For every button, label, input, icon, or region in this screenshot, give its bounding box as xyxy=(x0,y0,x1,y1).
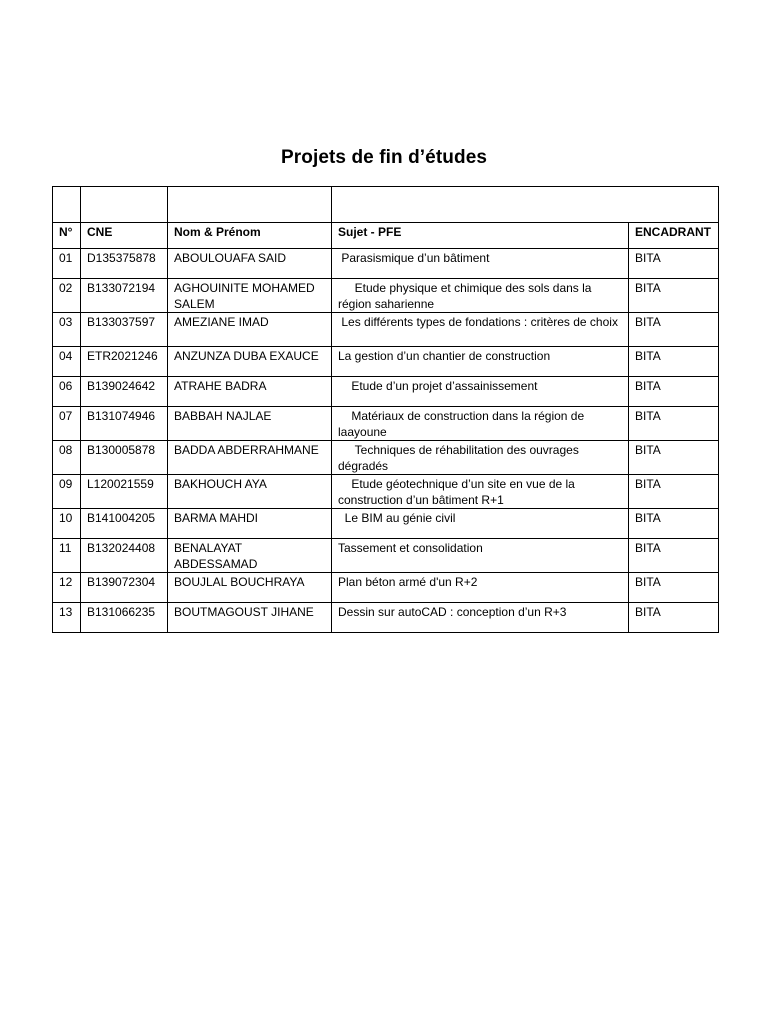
cell-sujet: Techniques de réhabilitation des ouvrages dégradés xyxy=(332,441,629,475)
cell-num: 02 xyxy=(53,279,81,313)
cell-cne: ETR2021246 xyxy=(81,347,168,377)
table-row xyxy=(53,475,719,509)
cell-num: 10 xyxy=(53,509,81,539)
table-row xyxy=(53,347,719,377)
cell-encadrant: BITA xyxy=(629,441,719,475)
table-row xyxy=(53,313,719,347)
header-encadrant: ENCADRANT xyxy=(629,223,719,249)
cell-cne: B130005878 xyxy=(81,441,168,475)
cell-num: 12 xyxy=(53,573,81,603)
cell-sujet: Etude géotechnique d’un site en vue de la construction d’un bâtiment R+1 xyxy=(332,475,629,509)
table-row xyxy=(53,539,719,573)
cell-num: 01 xyxy=(53,249,81,279)
cell-encadrant: BITA xyxy=(629,249,719,279)
cell-cne: B139072304 xyxy=(81,573,168,603)
cell-sujet: Plan béton armé d'un R+2 xyxy=(332,573,629,603)
blank-cell-2 xyxy=(81,187,168,223)
header-cne: CNE xyxy=(81,223,168,249)
cell-num: 08 xyxy=(53,441,81,475)
cell-encadrant: BITA xyxy=(629,313,719,347)
cell-cne: B131074946 xyxy=(81,407,168,441)
cell-nom: BADDA ABDERRAHMANE xyxy=(168,441,332,475)
cell-sujet: Le BIM au génie civil xyxy=(332,509,629,539)
cell-nom: AGHOUINITE MOHAMED SALEM xyxy=(168,279,332,313)
pfe-table xyxy=(52,186,719,633)
header-sujet: Sujet - PFE xyxy=(332,223,629,249)
cell-encadrant: BITA xyxy=(629,573,719,603)
cell-encadrant: BITA xyxy=(629,539,719,573)
cell-num: 03 xyxy=(53,313,81,347)
cell-cne: D135375878 xyxy=(81,249,168,279)
cell-cne: L120021559 xyxy=(81,475,168,509)
cell-sujet: Etude d’un projet d’assainissement xyxy=(332,377,629,407)
table-row xyxy=(53,509,719,539)
cell-nom: ATRAHE BADRA xyxy=(168,377,332,407)
header-nom: Nom & Prénom xyxy=(168,223,332,249)
cell-cne: B139024642 xyxy=(81,377,168,407)
cell-nom: BENALAYAT ABDESSAMAD xyxy=(168,539,332,573)
cell-sujet: La gestion d’un chantier de construction xyxy=(332,347,629,377)
cell-encadrant: BITA xyxy=(629,509,719,539)
cell-sujet: Matériaux de construction dans la région de laayoune xyxy=(332,407,629,441)
cell-encadrant: BITA xyxy=(629,347,719,377)
blank-cell-4 xyxy=(332,187,719,223)
cell-nom: BOUTMAGOUST JIHANE xyxy=(168,603,332,633)
table-row xyxy=(53,441,719,475)
cell-encadrant: BITA xyxy=(629,377,719,407)
cell-encadrant: BITA xyxy=(629,279,719,313)
cell-num: 11 xyxy=(53,539,81,573)
cell-cne: B133072194 xyxy=(81,279,168,313)
cell-encadrant: BITA xyxy=(629,407,719,441)
page-title: Projets de fin d’études xyxy=(280,147,488,168)
blank-cell-1 xyxy=(53,187,81,223)
cell-nom: ANZUNZA DUBA EXAUCE xyxy=(168,347,332,377)
cell-nom: BABBAH NAJLAE xyxy=(168,407,332,441)
cell-nom: BAKHOUCH AYA xyxy=(168,475,332,509)
table-row xyxy=(53,279,719,313)
cell-sujet: Les différents types de fondations : critères de choix xyxy=(332,313,629,347)
table-blank-row xyxy=(53,187,719,223)
cell-encadrant: BITA xyxy=(629,603,719,633)
cell-num: 07 xyxy=(53,407,81,441)
blank-cell-3 xyxy=(168,187,332,223)
cell-sujet: Etude physique et chimique des sols dans la région saharienne xyxy=(332,279,629,313)
cell-cne: B132024408 xyxy=(81,539,168,573)
cell-sujet: Parasismique d’un bâtiment xyxy=(332,249,629,279)
cell-cne: B133037597 xyxy=(81,313,168,347)
header-num: N° xyxy=(53,223,81,249)
table-header-row xyxy=(53,223,719,249)
cell-num: 06 xyxy=(53,377,81,407)
cell-nom: BARMA MAHDI xyxy=(168,509,332,539)
cell-nom: ABOULOUAFA SAID xyxy=(168,249,332,279)
cell-sujet: Tassement et consolidation xyxy=(332,539,629,573)
pfe-table-body xyxy=(53,187,719,633)
table-row xyxy=(53,407,719,441)
table-row xyxy=(53,573,719,603)
cell-cne: B141004205 xyxy=(81,509,168,539)
cell-num: 09 xyxy=(53,475,81,509)
table-row xyxy=(53,603,719,633)
cell-cne: B131066235 xyxy=(81,603,168,633)
cell-num: 04 xyxy=(53,347,81,377)
cell-sujet: Dessin sur autoCAD : conception d’un R+3 xyxy=(332,603,629,633)
cell-nom: AMEZIANE IMAD xyxy=(168,313,332,347)
table-row xyxy=(53,249,719,279)
table-row xyxy=(53,377,719,407)
cell-encadrant: BITA xyxy=(629,475,719,509)
cell-nom: BOUJLAL BOUCHRAYA xyxy=(168,573,332,603)
cell-num: 13 xyxy=(53,603,81,633)
